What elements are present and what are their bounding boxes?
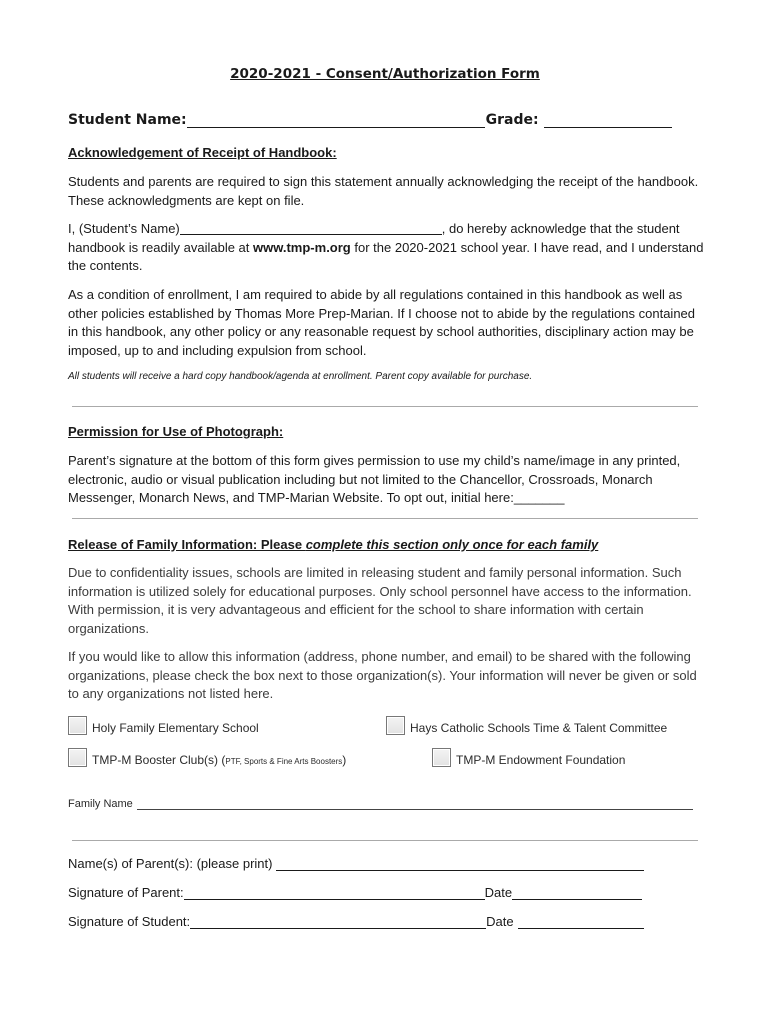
ack-text-end: for the 2020-2021 school year. I have read, and I understand the contents. (68, 239, 704, 273)
holy-family-checkbox[interactable] (68, 716, 87, 735)
parent-signature-label: Signature of Parent: (68, 885, 184, 900)
release-para-1: Due to confidentiality issues, schools are limited in releasing student and family personal information. Such information is utilized solely for educational purposes. Only school personnel have access to the information. With permission, it is very advantageous and efficient for the school to share information with certain organizations. (68, 565, 692, 636)
student-info-row (68, 112, 672, 128)
option-booster-club (68, 748, 346, 767)
hays-catholic-checkbox[interactable] (386, 716, 405, 735)
booster-club-label: TMP-M Booster Club(s) (PTF, Sports & Fine Arts Boosters) (92, 753, 347, 767)
photo-heading: Permission for Use of Photograph: (68, 424, 284, 439)
parents-name-row (68, 856, 644, 871)
option-endowment (432, 748, 625, 767)
photo-para: Parent’s signature at the bottom of this form gives permission to use my child’s name/image in any printed, electronic, audio or visual publication including but not limited to the Chancellor, Crossroads, Monarch Messenger, Monarch News, and TMP-Marian Website. To opt out, initial here:_______ (68, 453, 681, 505)
grade-label: Grade: (485, 112, 539, 128)
release-para-2: If you would like to allow this information (address, phone number, and email) to be shared with the following organizations, please check the box next to those organization(s). Your information will never be given or sold to any organizations not listed here. (68, 649, 697, 701)
hays-catholic-label: Hays Catholic Schools Time & Talent Committee (410, 721, 668, 735)
handbook-para-3: As a condition of enrollment, I am required to abide by all regulations contained in this handbook as well as other policies established by Thomas More Prep-Marian. If I choose not to abide by the regulations contained in this handbook, any other policy or any reasonable request by school authorities, disciplinary action may be imposed, up to and including expulsion from school. (68, 287, 696, 358)
handbook-para-2 (68, 220, 708, 276)
release-heading-text: Release of Family Information: Please (68, 537, 306, 552)
handbook-student-name-field[interactable] (180, 221, 442, 235)
student-date-field[interactable] (518, 915, 644, 929)
divider-1 (72, 406, 698, 407)
handbook-url-link[interactable]: www.tmp-m.org (253, 239, 351, 255)
handbook-note: All students will receive a hard copy handbook/agenda at enrollment. Parent copy available for purchase. (68, 371, 533, 382)
parents-name-label: Name(s) of Parent(s): (please print) (68, 856, 273, 871)
family-name-field[interactable] (137, 798, 693, 810)
parent-signature-field[interactable] (184, 886, 485, 900)
option-hays-catholic (386, 716, 667, 735)
parents-name-field[interactable] (276, 857, 644, 871)
family-name-row (68, 798, 693, 810)
divider-3 (72, 840, 698, 841)
option-holy-family (68, 716, 259, 735)
student-name-field[interactable] (187, 113, 485, 128)
handbook-para-1: Students and parents are required to sign this statement annually acknowledging the receipt of the handbook. These acknowledgments are kept on file. (68, 174, 699, 208)
student-signature-field[interactable] (190, 915, 486, 929)
student-signature-row (68, 914, 644, 929)
endowment-label: TMP-M Endowment Foundation (456, 753, 626, 767)
ack-text: , do hereby acknowledge that the student handbook is readily available at (68, 221, 680, 255)
parent-date-label: Date (484, 885, 513, 900)
student-name-prefix: I, (Student’s Name) (68, 221, 180, 236)
handbook-heading: Acknowledgement of Receipt of Handbook: (68, 145, 337, 160)
form-title: 2020-2021 - Consent/Authorization Form (230, 66, 540, 82)
student-date-label: Date (486, 914, 514, 929)
release-heading-emphasis: complete this section only once for each family (305, 537, 599, 552)
family-name-label: Family Name (68, 798, 133, 810)
student-signature-label: Signature of Student: (68, 914, 191, 929)
divider-2 (72, 518, 698, 519)
parent-date-field[interactable] (512, 886, 642, 900)
holy-family-label: Holy Family Elementary School (92, 721, 259, 735)
grade-field[interactable] (544, 113, 672, 128)
student-name-label: Student Name: (68, 112, 187, 128)
booster-club-checkbox[interactable] (68, 748, 87, 767)
parent-signature-row (68, 885, 642, 900)
endowment-checkbox[interactable] (432, 748, 451, 767)
release-heading (68, 537, 598, 552)
